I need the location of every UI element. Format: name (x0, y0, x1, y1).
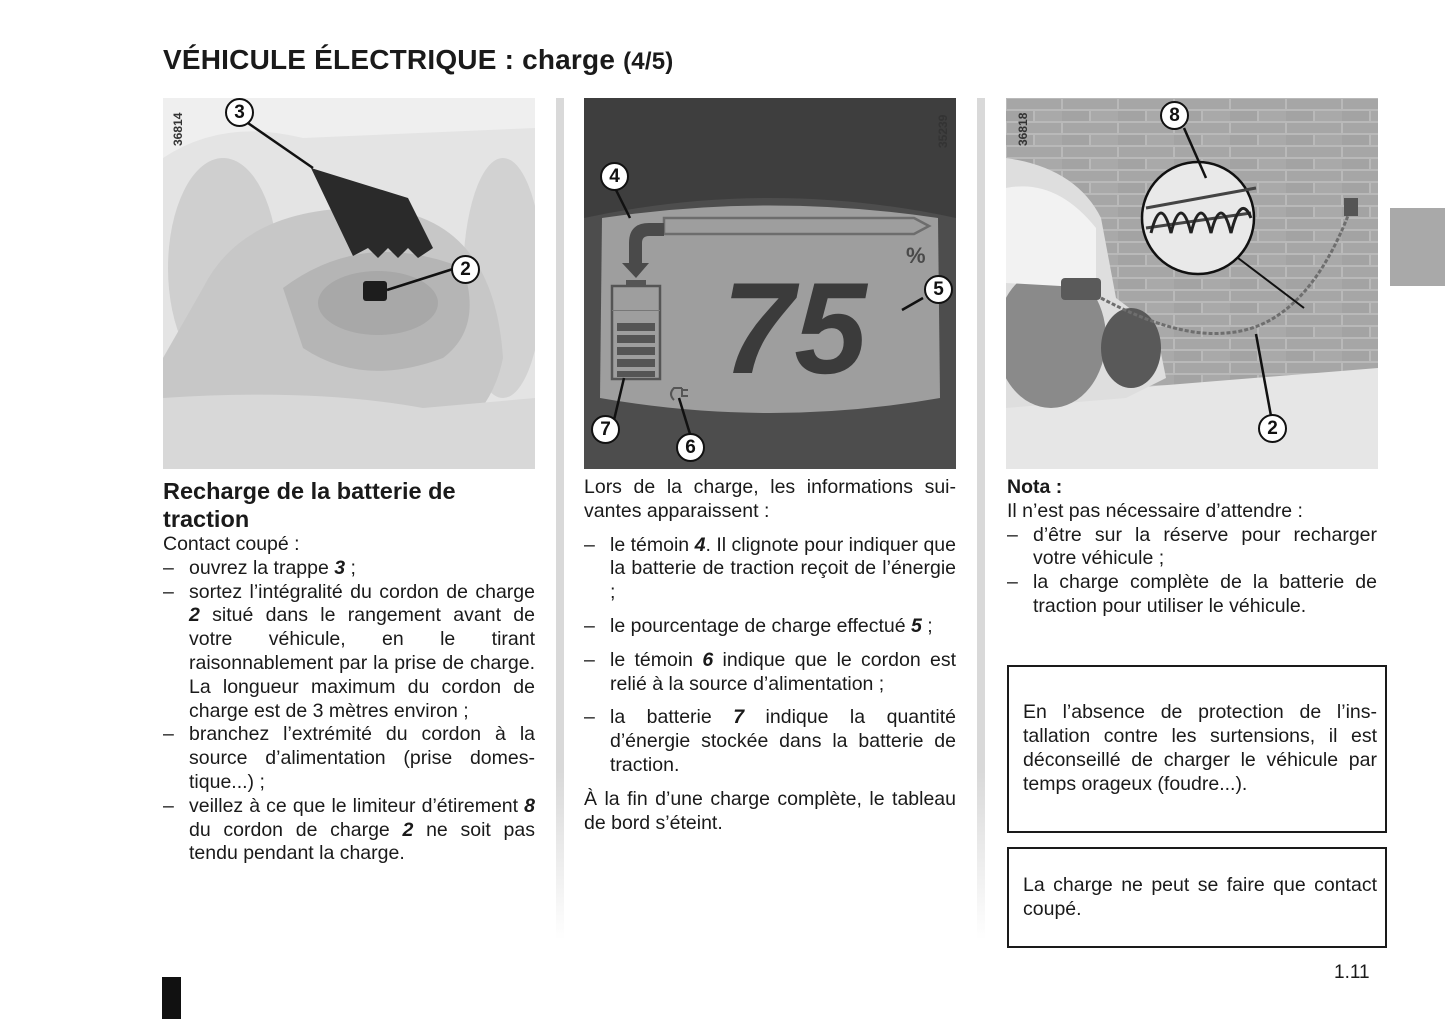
dashboard-illustration (584, 98, 956, 469)
title-sub: (4/5) (623, 48, 674, 75)
column-3-text (1007, 476, 1377, 619)
column-separator (556, 98, 564, 940)
warning-box-ignition (1007, 847, 1387, 948)
section-heading: Recharge de la batterie de traction (163, 478, 456, 532)
section-tab (1390, 208, 1445, 286)
list-item: – le pourcentage de charge effectué 5 ; (584, 615, 956, 639)
intro-text: Contact coupé : (163, 533, 300, 555)
list-item: – branchez l’extrémité du cordon à la source d’alimentation (prise domestique...) ; (163, 723, 535, 794)
figure-dashboard-display (584, 98, 956, 469)
warning-box-surge (1007, 665, 1387, 833)
hatch-illustration (163, 98, 535, 469)
figure-vehicle-plugged (1006, 98, 1378, 469)
title-main: VÉHICULE ÉLECTRIQUE : charge (163, 44, 616, 75)
callout-7: 7 (591, 415, 620, 444)
warning-text: En l’absence de protection de l’installation contre les surtensions, il est déconseillé de charger le véhicule par temps orageux (foudre...). (1023, 701, 1377, 795)
callout-3: 3 (225, 98, 254, 127)
outro-text: À la fin d’une charge complète, le tableau de bord s’éteint. (584, 787, 956, 834)
list-item: – sortez l’intégralité du cordon de charge 2 situé dans le rangement avant de votre véhicule, en le tirant raisonnablement par la prise de charge. La longueur maximum du cordon de charge est de 3 mètres environ ; (163, 581, 535, 724)
list-item: – d’être sur la réserve pour recharger votre véhicule ; (1007, 524, 1377, 572)
display-percentage: 75 (722, 255, 867, 401)
list-item: – le témoin 6 indique que le cordon est relié à la source d’alimentation ; (584, 649, 956, 697)
figure-ref: 36818 (1016, 112, 1030, 146)
list-item: – la charge complète de la batterie de traction pour utiliser le véhicule. (1007, 571, 1377, 619)
callout-2: 2 (451, 255, 480, 284)
column-separator (977, 98, 985, 940)
page-title (163, 44, 673, 76)
callout-5: 5 (924, 275, 953, 304)
list-item: – la batterie 7 indique la quantité d’énergie stockée dans la batterie de traction. (584, 706, 956, 777)
callout-6: 6 (676, 433, 705, 462)
callout-4: 4 (600, 162, 629, 191)
callout-2: 2 (1258, 414, 1287, 443)
figure-charging-hatch (163, 98, 535, 469)
figure-ref: 36814 (171, 112, 185, 146)
callout-8: 8 (1160, 101, 1189, 130)
page-edge-mark (162, 977, 181, 1019)
list-item: – ouvrez la trappe 3 ; (163, 557, 535, 581)
wall-charging-illustration (1006, 98, 1378, 469)
column-1-text (163, 477, 535, 866)
page-number: 1.11 (1334, 962, 1370, 983)
warning-text: La charge ne peut se faire que contact coupé. (1023, 873, 1377, 920)
figure-ref: 35239 (936, 114, 950, 148)
column-2-text (584, 476, 956, 835)
display-percent-sign: % (906, 243, 926, 268)
nota-intro: Il n’est pas nécessaire d’attendre : (1007, 499, 1303, 522)
list-item: – veillez à ce que le limiteur d’étirement 8 du cordon de charge 2 ne soit pas tendu pendant la charge. (163, 795, 535, 866)
nota-label: Nota : (1007, 476, 1063, 498)
list-item: – le témoin 4. Il clignote pour indiquer que la batterie de traction reçoit de l’énergie ; (584, 534, 956, 605)
intro-text: Lors de la charge, les informations suivantes apparaissent : (584, 476, 956, 522)
